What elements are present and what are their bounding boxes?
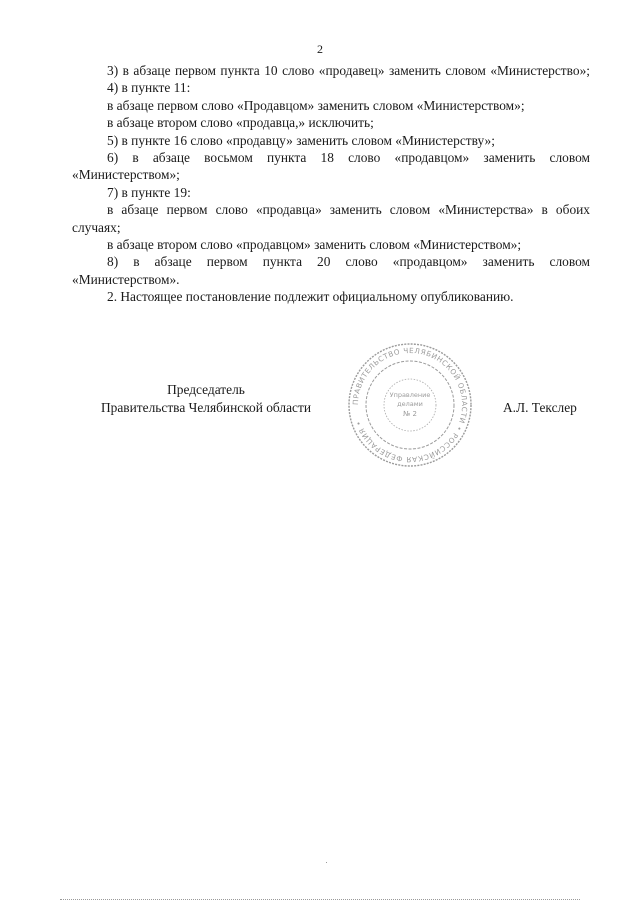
paragraph-item-6: 6) в абзаце восьмом пункта 18 слово «продавцом» заменить словом «Министерством»; — [72, 150, 590, 183]
paragraph-item-8: 8) в абзаце первом пункта 20 слово «продавцом» заменить словом «Министерством». — [72, 254, 590, 287]
seal-outer-text: ПРАВИТЕЛЬСТВО ЧЕЛЯБИНСКОЙ ОБЛАСТИ • РОССИЙСКАЯ ФЕДЕРАЦИЯ • — [350, 345, 470, 465]
paragraph-item-4-a: в абзаце первом слово «Продавцом» заменить словом «Министерством»; — [107, 97, 525, 113]
signer-name: А.Л. Текслер — [503, 400, 577, 415]
paragraph-clause-2: 2. Настоящее постановление подлежит официальному опубликованию. — [107, 289, 514, 305]
document-body — [72, 62, 590, 306]
paragraph-item-7-b: в абзаце втором слово «продавцом» заменить словом «Министерством»; — [107, 237, 522, 253]
paragraph-item-7: 7) в пункте 19: — [107, 184, 191, 200]
paragraph-item-3: 3) в абзаце первом пункта 10 слово «продавец» заменить словом «Министерство»; — [107, 63, 590, 78]
footer-scan-line — [60, 899, 580, 900]
seal-center-line2: делами — [397, 400, 423, 408]
paragraph-item-5: 5) в пункте 16 слово «продавцу» заменить словом «Министерству»; — [107, 132, 495, 148]
signature-position — [82, 381, 330, 417]
signature-position-line1: Председатель — [167, 382, 245, 397]
scan-speck — [326, 862, 327, 863]
page-number: 2 — [317, 42, 323, 56]
signature-position-line2: Правительства Челябинской области — [101, 400, 311, 415]
official-seal-stamp — [345, 340, 475, 470]
paragraph-item-4-b: в абзаце втором слово «продавца,» исключить; — [107, 115, 374, 131]
paragraph-item-4: 4) в пункте 11: — [107, 80, 191, 96]
seal-center-line3: № 2 — [403, 410, 417, 418]
paragraph-item-7-a: в абзаце первом слово «продавца» заменить словом «Министерства» в обоих случаях; — [72, 202, 590, 235]
seal-center-line1: Управление — [389, 391, 431, 399]
